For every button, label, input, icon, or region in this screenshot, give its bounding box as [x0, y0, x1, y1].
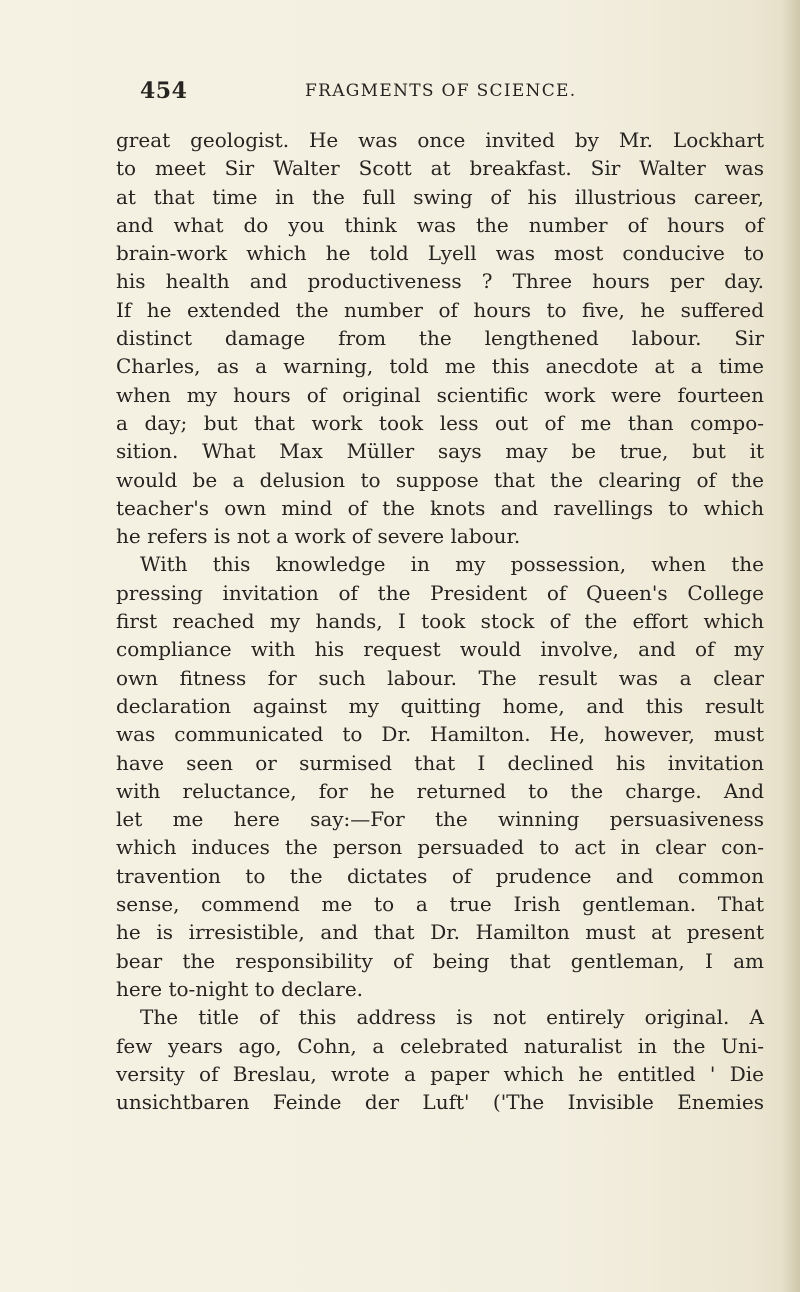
paragraph-end-line: he refers is not a work of severe labour. — [116, 524, 521, 549]
text-line: declaration against my quitting home, and this result — [116, 693, 764, 718]
text-line: compliance with his request would involve, and of my — [116, 637, 764, 662]
paragraph-start-line: With this knowledge in my possession, when the — [140, 552, 764, 577]
text-line: his health and productiveness ? Three hours per day. — [116, 269, 764, 294]
text-line: distinct damage from the lengthened labour. Sir — [116, 326, 764, 351]
text-line: sense, commend me to a true Irish gentleman. That — [116, 892, 764, 917]
text-line: when my hours of original scientific work were fourteen — [116, 382, 764, 407]
text-line: would be a delusion to suppose that the clearing of the — [116, 467, 764, 492]
text-line: brain-work which he told Lyell was most conducive to — [116, 241, 764, 266]
text-line: unsichtbaren Feinde der Luft' ('The Invisible Enemies — [116, 1090, 764, 1115]
text-line: sition. What Max Müller says may be true, but it — [116, 439, 764, 464]
text-line: great geologist. He was once invited by Mr. Lockhart — [116, 128, 764, 152]
text-line: If he extended the number of hours to five, he suffered — [116, 297, 764, 322]
text-line: first reached my hands, I took stock of the effort which — [116, 609, 764, 634]
text-line: few years ago, Cohn, a celebrated naturalist in the Uni- — [116, 1033, 764, 1058]
text-line: which induces the person persuaded to act in clear con- — [116, 835, 764, 860]
running-head: FRAGMENTS OF SCIENCE. — [305, 81, 577, 101]
text-line: was communicated to Dr. Hamilton. He, however, must — [116, 722, 764, 747]
text-line: travention to the dictates of prudence and common — [116, 863, 764, 888]
page-header — [140, 78, 600, 108]
text-line: let me here say:—For the winning persuasiveness — [116, 807, 764, 832]
paragraph-end-line: here to-night to declare. — [116, 976, 364, 1001]
body-text — [116, 126, 764, 1116]
page-edge-shadow — [782, 0, 800, 1292]
paragraph-start-line: The title of this address is not entirely original. A — [140, 1005, 764, 1030]
text-line: pressing invitation of the President of Queen's College — [116, 580, 764, 605]
text-line: have seen or surmised that I declined his invitation — [116, 750, 764, 775]
text-line: bear the responsibility of being that gentleman, I am — [116, 948, 764, 973]
page-number: 454 — [140, 78, 188, 104]
text-line: to meet Sir Walter Scott at breakfast. Sir Walter was — [116, 156, 764, 181]
text-line: and what do you think was the number of hours of — [116, 212, 764, 237]
text-line: Charles, as a warning, told me this anecdote at a time — [116, 354, 764, 379]
text-line: own fitness for such labour. The result was a clear — [116, 665, 764, 690]
text-line: a day; but that work took less out of me than compo- — [116, 410, 764, 435]
text-line: teacher's own mind of the knots and ravellings to which — [116, 495, 764, 520]
text-line: at that time in the full swing of his illustrious career, — [116, 184, 764, 209]
text-line: with reluctance, for he returned to the charge. And — [116, 778, 764, 803]
text-line: he is irresistible, and that Dr. Hamilton must at present — [116, 920, 764, 945]
text-line: versity of Breslau, wrote a paper which he entitled ' Die — [116, 1061, 764, 1086]
